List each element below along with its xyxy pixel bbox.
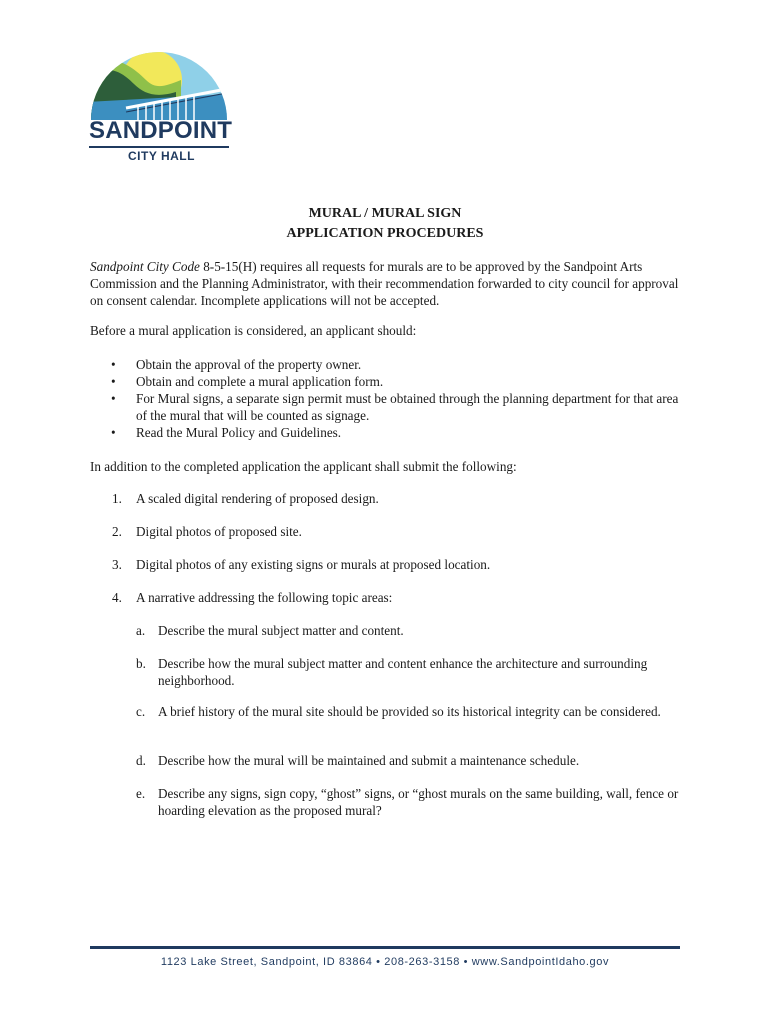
topic-text: Describe any signs, sign copy, “ghost” signs, or “ghost murals on the same building, wall, fence or hoarding elevation as the proposed mural? bbox=[158, 786, 679, 818]
logo-wordmark: SANDPOINT bbox=[89, 117, 233, 144]
bullet-icon: • bbox=[111, 357, 116, 372]
item-number: 1. bbox=[112, 491, 122, 506]
list-item-text: Obtain and complete a mural application form. bbox=[136, 374, 384, 389]
item-number: 3. bbox=[112, 557, 122, 572]
topic-item bbox=[136, 752, 686, 769]
topic-item bbox=[136, 655, 686, 689]
topic-text: Describe how the mural subject matter and content enhance the architecture and surrounding neighborhood. bbox=[158, 656, 648, 688]
prerequisites-intro: Before a mural application is considered, an applicant should: bbox=[90, 323, 417, 338]
intro-paragraph bbox=[90, 258, 690, 309]
topic-letter: c. bbox=[136, 704, 146, 719]
list-item-text: Obtain the approval of the property owner. bbox=[136, 357, 362, 372]
list-item bbox=[90, 373, 690, 390]
topic-item bbox=[136, 703, 686, 720]
item-text: Digital photos of any existing signs or murals at proposed location. bbox=[136, 557, 491, 572]
city-code-reference: Sandpoint City Code bbox=[90, 259, 200, 274]
item-text: Digital photos of proposed site. bbox=[136, 524, 302, 539]
numbered-item bbox=[112, 490, 682, 507]
topic-text: Describe how the mural will be maintained and submit a maintenance schedule. bbox=[158, 753, 580, 768]
logo-divider bbox=[89, 146, 229, 148]
topic-item bbox=[136, 785, 686, 819]
prerequisites-list bbox=[90, 356, 690, 441]
intro-text: 8-5-15(H) requires all requests for murals are to be approved by the Sandpoint Arts Commission and the Planning Administrator, with their recommendation forwarded to city council for approval on consent calendar. Incomplete applications will not be accepted. bbox=[90, 259, 679, 308]
city-logo bbox=[86, 42, 232, 166]
topic-text: A brief history of the mural site should be provided so its historical integrity can be considered. bbox=[158, 704, 661, 719]
list-item bbox=[90, 424, 690, 441]
bullet-icon: • bbox=[111, 425, 116, 440]
numbered-item bbox=[112, 523, 682, 540]
list-item-text: Read the Mural Policy and Guidelines. bbox=[136, 425, 342, 440]
bullet-icon: • bbox=[111, 374, 116, 389]
numbered-item bbox=[112, 556, 682, 573]
topic-letter: d. bbox=[136, 753, 146, 768]
item-text: A scaled digital rendering of proposed design. bbox=[136, 491, 379, 506]
document-subtitle: APPLICATION PROCEDURES bbox=[286, 226, 484, 241]
logo-subtitle: CITY HALL bbox=[128, 149, 195, 163]
footer-contact: 1123 Lake Street, Sandpoint, ID 83864 • 208-263-3158 • www.SandpointIdaho.gov bbox=[160, 956, 610, 968]
footer-divider bbox=[90, 946, 680, 949]
item-number: 2. bbox=[112, 524, 122, 539]
topic-letter: a. bbox=[136, 623, 146, 638]
topic-text: Describe the mural subject matter and content. bbox=[158, 623, 404, 638]
list-item bbox=[90, 390, 690, 424]
topic-letter: e. bbox=[136, 786, 146, 801]
list-item bbox=[90, 356, 690, 373]
topic-letter: b. bbox=[136, 656, 146, 671]
numbered-item bbox=[112, 589, 682, 606]
topic-item bbox=[136, 622, 686, 639]
item-number: 4. bbox=[112, 590, 122, 605]
landscape-bridge-icon bbox=[86, 42, 232, 122]
bullet-icon: • bbox=[111, 391, 116, 406]
submission-intro: In addition to the completed application the applicant shall submit the following: bbox=[90, 459, 517, 474]
item-text: A narrative addressing the following topic areas: bbox=[136, 590, 393, 605]
list-item-text: For Mural signs, a separate sign permit must be obtained through the planning department for that area of the mural that will be counted as signage. bbox=[136, 391, 679, 423]
document-title: MURAL / MURAL SIGN bbox=[308, 206, 462, 221]
